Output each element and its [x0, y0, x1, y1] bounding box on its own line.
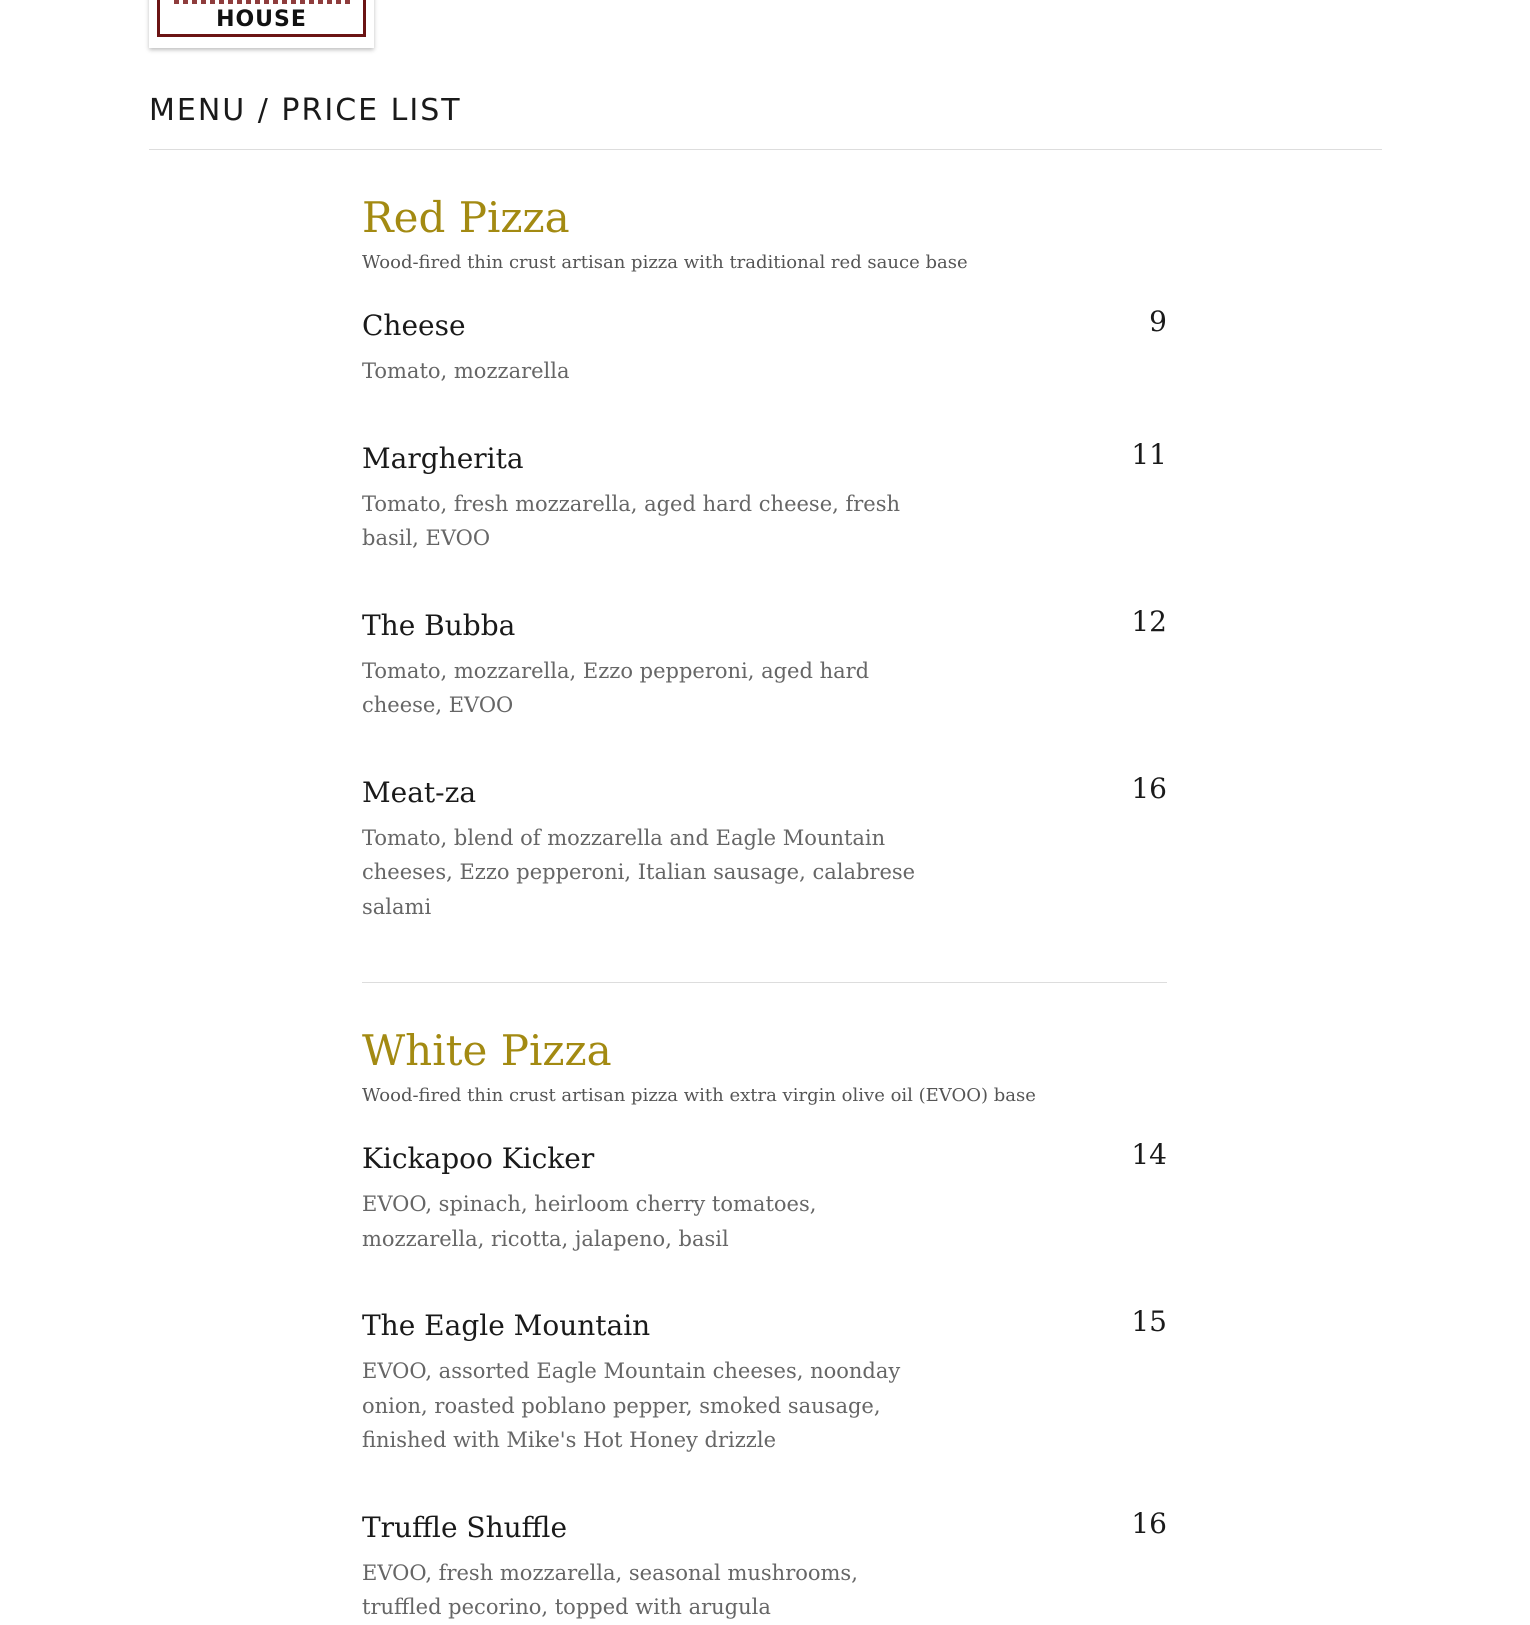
- menu-item: [362, 437, 1167, 556]
- menu-item-description: EVOO, assorted Eagle Mountain cheeses, noonday onion, roasted poblano pepper, smoked sausage, finished with Mike's Hot Honey drizzle: [362, 1359, 901, 1452]
- menu-item-description: EVOO, fresh mozzarella, seasonal mushrooms, truffled pecorino, topped with arugula: [362, 1560, 858, 1619]
- menu-item-name: Kickapoo Kicker: [362, 1142, 595, 1175]
- logo-frame: [157, 0, 366, 37]
- section-title: White Pizza: [362, 1026, 612, 1075]
- menu-item: [362, 305, 1167, 389]
- section-title: Red Pizza: [362, 193, 570, 242]
- menu-item-description: EVOO, spinach, heirloom cherry tomatoes, mozzarella, ricotta, jalapeno, basil: [362, 1192, 817, 1251]
- menu-item: [362, 604, 1167, 723]
- menu-section-red-pizza: [362, 190, 1167, 983]
- logo-text: HOUSE: [216, 7, 307, 32]
- menu-item-name: Cheese: [362, 309, 466, 342]
- section-description: Wood-fired thin crust artisan pizza with traditional red sauce base: [362, 252, 968, 273]
- logo[interactable]: [149, 0, 374, 48]
- menu-item-description: Tomato, mozzarella: [362, 359, 570, 383]
- menu-item-price: 11: [1131, 437, 1167, 471]
- menu-item-price: 14: [1131, 1138, 1167, 1171]
- menu-item-name: The Bubba: [362, 608, 516, 642]
- logo-ornament-icon: [174, 0, 350, 4]
- menu-item: [362, 1506, 1167, 1625]
- page-title: MENU / PRICE LIST: [149, 93, 462, 128]
- menu-item-price: 16: [1131, 1506, 1167, 1540]
- section-description: Wood-fired thin crust artisan pizza with extra virgin olive oil (EVOO) base: [362, 1085, 1036, 1106]
- menu-section-white-pizza: [362, 1023, 1167, 1625]
- menu-list: [362, 190, 1167, 1625]
- menu-item-price: 16: [1131, 771, 1167, 805]
- menu-item: [362, 1305, 1167, 1458]
- heading-divider: [149, 149, 1382, 150]
- menu-item-description: Tomato, blend of mozzarella and Eagle Mountain cheeses, Ezzo pepperoni, Italian sausage, calabrese salami: [362, 825, 916, 919]
- menu-item: [362, 771, 1167, 925]
- menu-item-name: Truffle Shuffle: [362, 1510, 568, 1544]
- menu-item-name: Meat-za: [362, 775, 477, 809]
- menu-item-description: Tomato, fresh mozzarella, aged hard cheese, fresh basil, EVOO: [362, 491, 901, 550]
- menu-item-price: 9: [1149, 305, 1167, 338]
- menu-item-price: 15: [1131, 1305, 1167, 1338]
- menu-item: [362, 1138, 1167, 1256]
- menu-item-name: The Eagle Mountain: [362, 1309, 651, 1342]
- menu-item-price: 12: [1131, 604, 1167, 638]
- section-divider: [362, 982, 1167, 983]
- menu-item-description: Tomato, mozzarella, Ezzo pepperoni, aged hard cheese, EVOO: [362, 658, 870, 717]
- menu-item-name: Margherita: [362, 441, 524, 475]
